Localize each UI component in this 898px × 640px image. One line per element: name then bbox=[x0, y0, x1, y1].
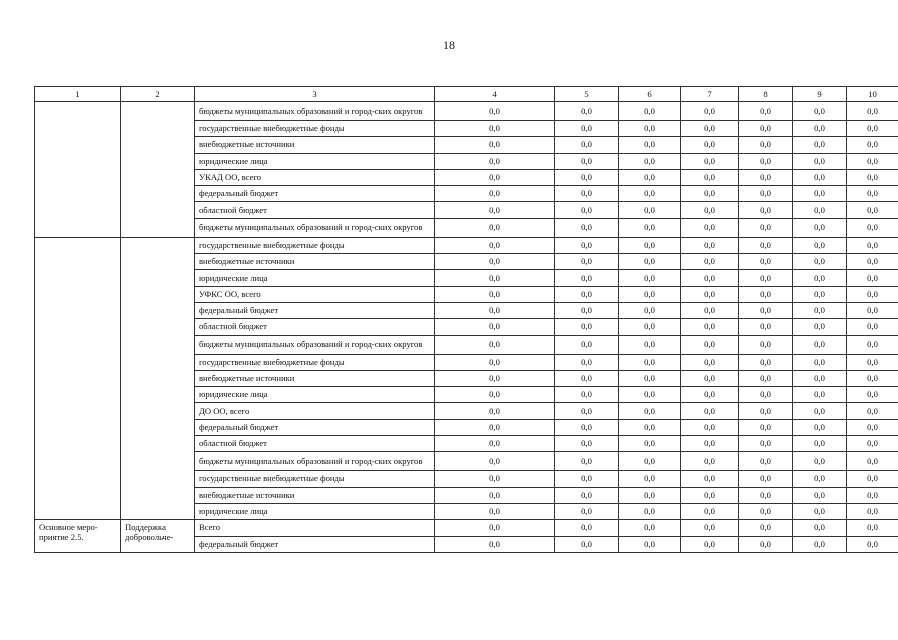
header-cell: 2 bbox=[121, 87, 195, 102]
value-cell: 0,0 bbox=[793, 370, 847, 386]
funding-source-cell: УФКС ОО, всего bbox=[195, 286, 435, 302]
value-cell: 0,0 bbox=[435, 218, 555, 237]
value-cell: 0,0 bbox=[739, 270, 793, 286]
table-body bbox=[35, 102, 898, 553]
value-cell: 0,0 bbox=[847, 354, 898, 370]
value-cell: 0,0 bbox=[619, 218, 681, 237]
value-cell: 0,0 bbox=[793, 186, 847, 202]
value-cell: 0,0 bbox=[847, 436, 898, 452]
event-name-cell bbox=[35, 237, 121, 519]
value-cell: 0,0 bbox=[619, 520, 681, 536]
value-cell: 0,0 bbox=[435, 169, 555, 185]
value-cell: 0,0 bbox=[435, 202, 555, 218]
funding-source-cell: внебюджетные источники bbox=[195, 254, 435, 270]
header-cell: 9 bbox=[793, 87, 847, 102]
value-cell: 0,0 bbox=[847, 520, 898, 536]
value-cell: 0,0 bbox=[555, 102, 619, 121]
value-cell: 0,0 bbox=[793, 270, 847, 286]
value-cell: 0,0 bbox=[793, 436, 847, 452]
value-cell: 0,0 bbox=[681, 471, 739, 487]
value-cell: 0,0 bbox=[681, 536, 739, 552]
event-title-cell: Поддержка добровольче- bbox=[121, 520, 195, 553]
value-cell: 0,0 bbox=[619, 436, 681, 452]
value-cell: 0,0 bbox=[619, 254, 681, 270]
funding-source-cell: областной бюджет bbox=[195, 436, 435, 452]
value-cell: 0,0 bbox=[793, 237, 847, 253]
value-cell: 0,0 bbox=[619, 202, 681, 218]
value-cell: 0,0 bbox=[681, 186, 739, 202]
value-cell: 0,0 bbox=[739, 354, 793, 370]
value-cell: 0,0 bbox=[793, 387, 847, 403]
value-cell: 0,0 bbox=[619, 137, 681, 153]
funding-source-cell: бюджеты муниципальных образований и город-ских округов bbox=[195, 335, 435, 354]
value-cell: 0,0 bbox=[619, 536, 681, 552]
value-cell: 0,0 bbox=[847, 218, 898, 237]
header-cell: 3 bbox=[195, 87, 435, 102]
value-cell: 0,0 bbox=[555, 503, 619, 519]
value-cell: 0,0 bbox=[619, 335, 681, 354]
value-cell: 0,0 bbox=[619, 121, 681, 137]
value-cell: 0,0 bbox=[681, 102, 739, 121]
value-cell: 0,0 bbox=[619, 286, 681, 302]
value-cell: 0,0 bbox=[555, 202, 619, 218]
value-cell: 0,0 bbox=[555, 270, 619, 286]
value-cell: 0,0 bbox=[793, 202, 847, 218]
value-cell: 0,0 bbox=[847, 102, 898, 121]
value-cell: 0,0 bbox=[739, 335, 793, 354]
value-cell: 0,0 bbox=[739, 186, 793, 202]
value-cell: 0,0 bbox=[739, 403, 793, 419]
value-cell: 0,0 bbox=[793, 286, 847, 302]
value-cell: 0,0 bbox=[847, 254, 898, 270]
funding-source-cell: федеральный бюджет bbox=[195, 536, 435, 552]
value-cell: 0,0 bbox=[739, 169, 793, 185]
funding-source-cell: юридические лица bbox=[195, 387, 435, 403]
funding-source-cell: государственные внебюджетные фонды bbox=[195, 237, 435, 253]
value-cell: 0,0 bbox=[435, 102, 555, 121]
header-cell: 7 bbox=[681, 87, 739, 102]
value-cell: 0,0 bbox=[619, 387, 681, 403]
value-cell: 0,0 bbox=[847, 503, 898, 519]
value-cell: 0,0 bbox=[793, 354, 847, 370]
value-cell: 0,0 bbox=[555, 536, 619, 552]
value-cell: 0,0 bbox=[793, 471, 847, 487]
funding-source-cell: бюджеты муниципальных образований и город-ских округов bbox=[195, 218, 435, 237]
header-row bbox=[35, 87, 898, 102]
value-cell: 0,0 bbox=[435, 237, 555, 253]
value-cell: 0,0 bbox=[435, 487, 555, 503]
value-cell: 0,0 bbox=[739, 536, 793, 552]
value-cell: 0,0 bbox=[619, 487, 681, 503]
value-cell: 0,0 bbox=[681, 169, 739, 185]
value-cell: 0,0 bbox=[681, 520, 739, 536]
value-cell: 0,0 bbox=[739, 237, 793, 253]
value-cell: 0,0 bbox=[555, 186, 619, 202]
value-cell: 0,0 bbox=[793, 452, 847, 471]
value-cell: 0,0 bbox=[847, 452, 898, 471]
funding-source-cell: государственные внебюджетные фонды bbox=[195, 354, 435, 370]
value-cell: 0,0 bbox=[435, 254, 555, 270]
value-cell: 0,0 bbox=[739, 452, 793, 471]
value-cell: 0,0 bbox=[739, 503, 793, 519]
value-cell: 0,0 bbox=[847, 335, 898, 354]
value-cell: 0,0 bbox=[681, 487, 739, 503]
value-cell: 0,0 bbox=[435, 121, 555, 137]
value-cell: 0,0 bbox=[847, 202, 898, 218]
value-cell: 0,0 bbox=[793, 218, 847, 237]
value-cell: 0,0 bbox=[619, 452, 681, 471]
value-cell: 0,0 bbox=[555, 387, 619, 403]
value-cell: 0,0 bbox=[847, 186, 898, 202]
funding-source-cell: внебюджетные источники bbox=[195, 370, 435, 386]
value-cell: 0,0 bbox=[739, 370, 793, 386]
value-cell: 0,0 bbox=[681, 153, 739, 169]
value-cell: 0,0 bbox=[739, 121, 793, 137]
event-title-cell bbox=[121, 102, 195, 238]
value-cell: 0,0 bbox=[619, 102, 681, 121]
funding-source-cell: государственные внебюджетные фонды bbox=[195, 121, 435, 137]
value-cell: 0,0 bbox=[555, 419, 619, 435]
value-cell: 0,0 bbox=[555, 121, 619, 137]
value-cell: 0,0 bbox=[435, 286, 555, 302]
value-cell: 0,0 bbox=[555, 153, 619, 169]
value-cell: 0,0 bbox=[847, 270, 898, 286]
header-cell: 6 bbox=[619, 87, 681, 102]
value-cell: 0,0 bbox=[847, 153, 898, 169]
value-cell: 0,0 bbox=[739, 436, 793, 452]
value-cell: 0,0 bbox=[793, 487, 847, 503]
value-cell: 0,0 bbox=[793, 102, 847, 121]
value-cell: 0,0 bbox=[435, 354, 555, 370]
value-cell: 0,0 bbox=[739, 419, 793, 435]
value-cell: 0,0 bbox=[793, 302, 847, 318]
header-cell: 10 bbox=[847, 87, 898, 102]
funding-source-cell: федеральный бюджет bbox=[195, 419, 435, 435]
value-cell: 0,0 bbox=[555, 218, 619, 237]
funding-source-cell: Всего bbox=[195, 520, 435, 536]
value-cell: 0,0 bbox=[435, 270, 555, 286]
value-cell: 0,0 bbox=[793, 536, 847, 552]
value-cell: 0,0 bbox=[435, 520, 555, 536]
value-cell: 0,0 bbox=[847, 419, 898, 435]
value-cell: 0,0 bbox=[739, 254, 793, 270]
value-cell: 0,0 bbox=[681, 302, 739, 318]
value-cell: 0,0 bbox=[681, 452, 739, 471]
value-cell: 0,0 bbox=[739, 471, 793, 487]
value-cell: 0,0 bbox=[681, 354, 739, 370]
value-cell: 0,0 bbox=[555, 403, 619, 419]
value-cell: 0,0 bbox=[793, 319, 847, 335]
value-cell: 0,0 bbox=[435, 403, 555, 419]
value-cell: 0,0 bbox=[555, 286, 619, 302]
table-row bbox=[35, 102, 898, 121]
value-cell: 0,0 bbox=[435, 436, 555, 452]
value-cell: 0,0 bbox=[619, 403, 681, 419]
value-cell: 0,0 bbox=[847, 121, 898, 137]
funding-source-cell: государственные внебюджетные фонды bbox=[195, 471, 435, 487]
value-cell: 0,0 bbox=[435, 370, 555, 386]
value-cell: 0,0 bbox=[681, 218, 739, 237]
funding-source-cell: федеральный бюджет bbox=[195, 302, 435, 318]
value-cell: 0,0 bbox=[739, 520, 793, 536]
value-cell: 0,0 bbox=[847, 370, 898, 386]
value-cell: 0,0 bbox=[681, 270, 739, 286]
value-cell: 0,0 bbox=[555, 354, 619, 370]
value-cell: 0,0 bbox=[847, 487, 898, 503]
value-cell: 0,0 bbox=[681, 387, 739, 403]
value-cell: 0,0 bbox=[681, 202, 739, 218]
value-cell: 0,0 bbox=[435, 137, 555, 153]
value-cell: 0,0 bbox=[739, 387, 793, 403]
funding-source-cell: бюджеты муниципальных образований и город-ских округов bbox=[195, 102, 435, 121]
funding-source-cell: бюджеты муниципальных образований и город-ских округов bbox=[195, 452, 435, 471]
header-cell: 4 bbox=[435, 87, 555, 102]
value-cell: 0,0 bbox=[435, 503, 555, 519]
value-cell: 0,0 bbox=[435, 387, 555, 403]
value-cell: 0,0 bbox=[555, 487, 619, 503]
value-cell: 0,0 bbox=[619, 419, 681, 435]
value-cell: 0,0 bbox=[793, 153, 847, 169]
value-cell: 0,0 bbox=[739, 286, 793, 302]
value-cell: 0,0 bbox=[847, 536, 898, 552]
value-cell: 0,0 bbox=[847, 169, 898, 185]
value-cell: 0,0 bbox=[555, 370, 619, 386]
value-cell: 0,0 bbox=[619, 503, 681, 519]
value-cell: 0,0 bbox=[435, 419, 555, 435]
value-cell: 0,0 bbox=[739, 153, 793, 169]
value-cell: 0,0 bbox=[555, 319, 619, 335]
value-cell: 0,0 bbox=[739, 137, 793, 153]
funding-source-cell: юридические лица bbox=[195, 503, 435, 519]
value-cell: 0,0 bbox=[681, 319, 739, 335]
header-cell: 1 bbox=[35, 87, 121, 102]
value-cell: 0,0 bbox=[681, 237, 739, 253]
value-cell: 0,0 bbox=[739, 218, 793, 237]
value-cell: 0,0 bbox=[555, 471, 619, 487]
value-cell: 0,0 bbox=[555, 436, 619, 452]
value-cell: 0,0 bbox=[555, 237, 619, 253]
value-cell: 0,0 bbox=[681, 503, 739, 519]
value-cell: 0,0 bbox=[435, 186, 555, 202]
value-cell: 0,0 bbox=[619, 370, 681, 386]
value-cell: 0,0 bbox=[555, 302, 619, 318]
value-cell: 0,0 bbox=[847, 237, 898, 253]
value-cell: 0,0 bbox=[793, 169, 847, 185]
value-cell: 0,0 bbox=[681, 335, 739, 354]
value-cell: 0,0 bbox=[793, 137, 847, 153]
budget-table bbox=[34, 86, 898, 553]
value-cell: 0,0 bbox=[435, 335, 555, 354]
value-cell: 0,0 bbox=[793, 254, 847, 270]
value-cell: 0,0 bbox=[847, 137, 898, 153]
table-row bbox=[35, 237, 898, 253]
value-cell: 0,0 bbox=[793, 520, 847, 536]
funding-source-cell: областной бюджет bbox=[195, 202, 435, 218]
page-number: 18 bbox=[443, 38, 455, 52]
value-cell: 0,0 bbox=[555, 452, 619, 471]
value-cell: 0,0 bbox=[847, 387, 898, 403]
value-cell: 0,0 bbox=[793, 503, 847, 519]
funding-source-cell: УКАД ОО, всего bbox=[195, 169, 435, 185]
value-cell: 0,0 bbox=[847, 302, 898, 318]
value-cell: 0,0 bbox=[681, 403, 739, 419]
value-cell: 0,0 bbox=[555, 335, 619, 354]
value-cell: 0,0 bbox=[619, 186, 681, 202]
value-cell: 0,0 bbox=[681, 419, 739, 435]
event-name-cell bbox=[35, 102, 121, 238]
value-cell: 0,0 bbox=[435, 536, 555, 552]
value-cell: 0,0 bbox=[681, 254, 739, 270]
value-cell: 0,0 bbox=[435, 302, 555, 318]
funding-source-cell: внебюджетные источники bbox=[195, 137, 435, 153]
value-cell: 0,0 bbox=[619, 237, 681, 253]
funding-source-cell: внебюджетные источники bbox=[195, 487, 435, 503]
value-cell: 0,0 bbox=[847, 286, 898, 302]
value-cell: 0,0 bbox=[555, 137, 619, 153]
value-cell: 0,0 bbox=[555, 254, 619, 270]
funding-source-cell: ДО ОО, всего bbox=[195, 403, 435, 419]
value-cell: 0,0 bbox=[793, 121, 847, 137]
value-cell: 0,0 bbox=[847, 471, 898, 487]
value-cell: 0,0 bbox=[739, 202, 793, 218]
value-cell: 0,0 bbox=[619, 270, 681, 286]
value-cell: 0,0 bbox=[435, 153, 555, 169]
value-cell: 0,0 bbox=[847, 403, 898, 419]
value-cell: 0,0 bbox=[619, 153, 681, 169]
value-cell: 0,0 bbox=[739, 102, 793, 121]
funding-source-cell: федеральный бюджет bbox=[195, 186, 435, 202]
value-cell: 0,0 bbox=[619, 302, 681, 318]
value-cell: 0,0 bbox=[681, 286, 739, 302]
value-cell: 0,0 bbox=[793, 403, 847, 419]
value-cell: 0,0 bbox=[555, 169, 619, 185]
value-cell: 0,0 bbox=[739, 302, 793, 318]
value-cell: 0,0 bbox=[739, 319, 793, 335]
value-cell: 0,0 bbox=[847, 319, 898, 335]
value-cell: 0,0 bbox=[793, 335, 847, 354]
value-cell: 0,0 bbox=[555, 520, 619, 536]
table-row bbox=[35, 520, 898, 536]
value-cell: 0,0 bbox=[681, 370, 739, 386]
event-name-cell: Основное меро-приятие 2.5. bbox=[35, 520, 121, 553]
header-cell: 5 bbox=[555, 87, 619, 102]
value-cell: 0,0 bbox=[739, 487, 793, 503]
value-cell: 0,0 bbox=[681, 436, 739, 452]
value-cell: 0,0 bbox=[619, 319, 681, 335]
value-cell: 0,0 bbox=[619, 471, 681, 487]
value-cell: 0,0 bbox=[619, 169, 681, 185]
funding-source-cell: юридические лица bbox=[195, 153, 435, 169]
value-cell: 0,0 bbox=[435, 319, 555, 335]
value-cell: 0,0 bbox=[619, 354, 681, 370]
funding-source-cell: областной бюджет bbox=[195, 319, 435, 335]
value-cell: 0,0 bbox=[793, 419, 847, 435]
funding-source-cell: юридические лица bbox=[195, 270, 435, 286]
value-cell: 0,0 bbox=[681, 137, 739, 153]
event-title-cell bbox=[121, 237, 195, 519]
value-cell: 0,0 bbox=[681, 121, 739, 137]
value-cell: 0,0 bbox=[435, 471, 555, 487]
header-cell: 8 bbox=[739, 87, 793, 102]
value-cell: 0,0 bbox=[435, 452, 555, 471]
